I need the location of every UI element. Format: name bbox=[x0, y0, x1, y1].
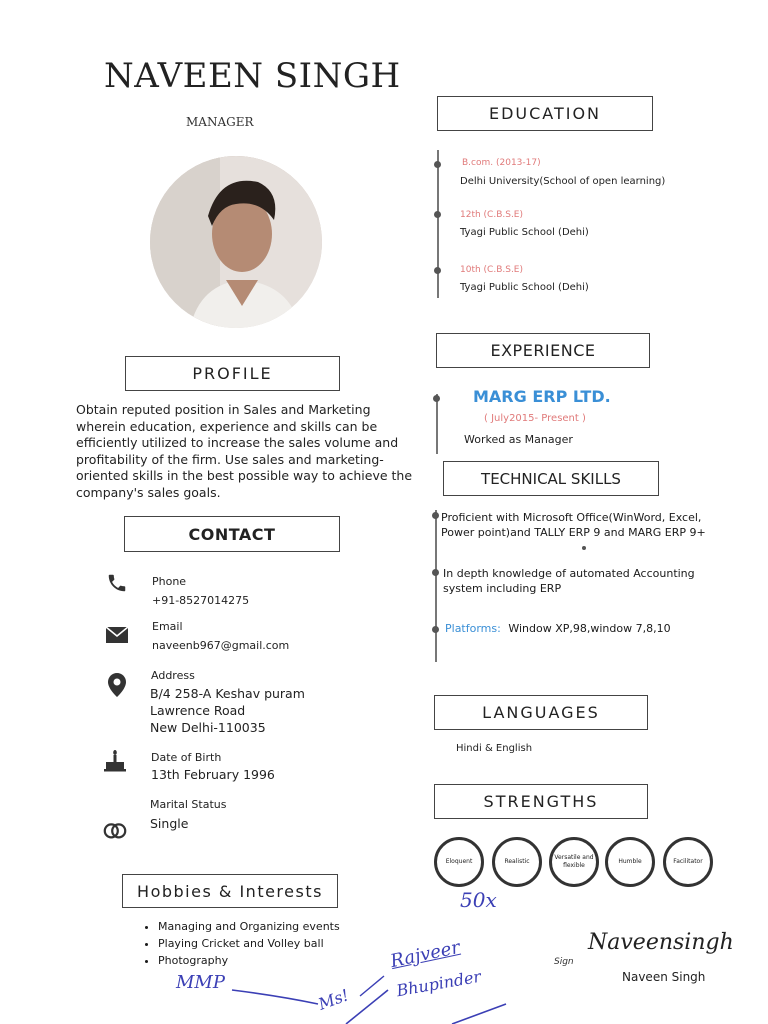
education-heading: EDUCATION bbox=[437, 96, 653, 131]
candidate-role: MANAGER bbox=[186, 115, 254, 129]
skill-item: In depth knowledge of automated Accounting system including ERP bbox=[443, 567, 695, 595]
candidate-name: NAVEEN SINGH bbox=[104, 56, 401, 96]
address-line: B/4 258-A Keshav puram bbox=[150, 686, 305, 701]
strength-badge: Versatile and flexible bbox=[549, 837, 599, 887]
education-degree: 12th (C.B.S.E) bbox=[460, 210, 524, 220]
contact-heading: CONTACT bbox=[124, 516, 340, 552]
signature-script: Naveensingh bbox=[588, 930, 734, 955]
strength-badge: Facilitator bbox=[663, 837, 713, 887]
list-item: • Managing and Organizing events bbox=[158, 918, 404, 935]
signature-name: Naveen Singh bbox=[622, 970, 706, 984]
education-school: Tyagi Public School (Dehi) bbox=[460, 227, 589, 238]
strengths-heading: STRENGTHS bbox=[434, 784, 648, 819]
education-school: Delhi University(School of open learning) bbox=[460, 176, 666, 187]
languages-heading: LANGUAGES bbox=[434, 695, 648, 730]
strength-badge: Realistic bbox=[492, 837, 542, 887]
education-degree: 10th (C.B.S.E) bbox=[460, 265, 524, 275]
list-item: • Playing Cricket and Volley ball bbox=[158, 935, 404, 952]
email-value: naveenb967@gmail.com bbox=[152, 639, 290, 652]
handwritten-note: Bhupinder bbox=[394, 966, 483, 1001]
platforms-value: Window XP,98,window 7,8,10 bbox=[508, 622, 671, 635]
education-school: Tyagi Public School (Dehi) bbox=[460, 282, 589, 293]
phone-value: +91-8527014275 bbox=[152, 594, 250, 607]
marital-value: Single bbox=[150, 816, 189, 831]
marital-label: Marital Status bbox=[150, 798, 227, 811]
strength-badge: Humble bbox=[605, 837, 655, 887]
address-line: New Delhi-110035 bbox=[150, 720, 266, 735]
address-line: Lawrence Road bbox=[150, 703, 246, 718]
technical-skills-heading: TECHNICAL SKILLS bbox=[443, 461, 659, 496]
profile-heading: PROFILE bbox=[125, 356, 340, 391]
email-label: Email bbox=[152, 620, 183, 633]
sign-label: Sign bbox=[554, 957, 574, 967]
experience-heading: EXPERIENCE bbox=[436, 333, 650, 368]
list-item: • Photography bbox=[158, 952, 404, 969]
company-name: MARG ERP LTD. bbox=[473, 387, 611, 406]
strength-badge: Eloquent bbox=[434, 837, 484, 887]
handwritten-note: MMP bbox=[176, 972, 225, 993]
dob-value: 13th February 1996 bbox=[151, 767, 275, 782]
handwritten-note: Ms! bbox=[315, 985, 352, 1014]
education-degree: B.com. (2013-17) bbox=[462, 158, 541, 168]
skill-item: Proficient with Microsoft Office(WinWord, Excel, Power point)and TALLY ERP 9 and MARG ERP 9+ bbox=[441, 511, 706, 539]
phone-label: Phone bbox=[152, 575, 187, 588]
handwritten-note: Rajveer bbox=[388, 936, 462, 973]
handwritten-note: 50x bbox=[460, 888, 497, 912]
dob-label: Date of Birth bbox=[151, 751, 222, 764]
hobbies-heading: Hobbies & Interests bbox=[122, 874, 338, 908]
address-label: Address bbox=[151, 669, 195, 682]
experience-role: Worked as Manager bbox=[464, 433, 573, 446]
platforms-label: Platforms: bbox=[445, 622, 501, 635]
profile-text: Obtain reputed position in Sales and Marketing wherein education, experience and skills can be efficiently utilized to increase the sales volume and profitability of the firm. Use sales and marketing-oriented skills in the best possible way to achieve the company's sales goals. bbox=[76, 402, 413, 500]
experience-period: ( July2015- Present ) bbox=[484, 413, 586, 424]
languages-value: Hindi & English bbox=[456, 743, 533, 754]
